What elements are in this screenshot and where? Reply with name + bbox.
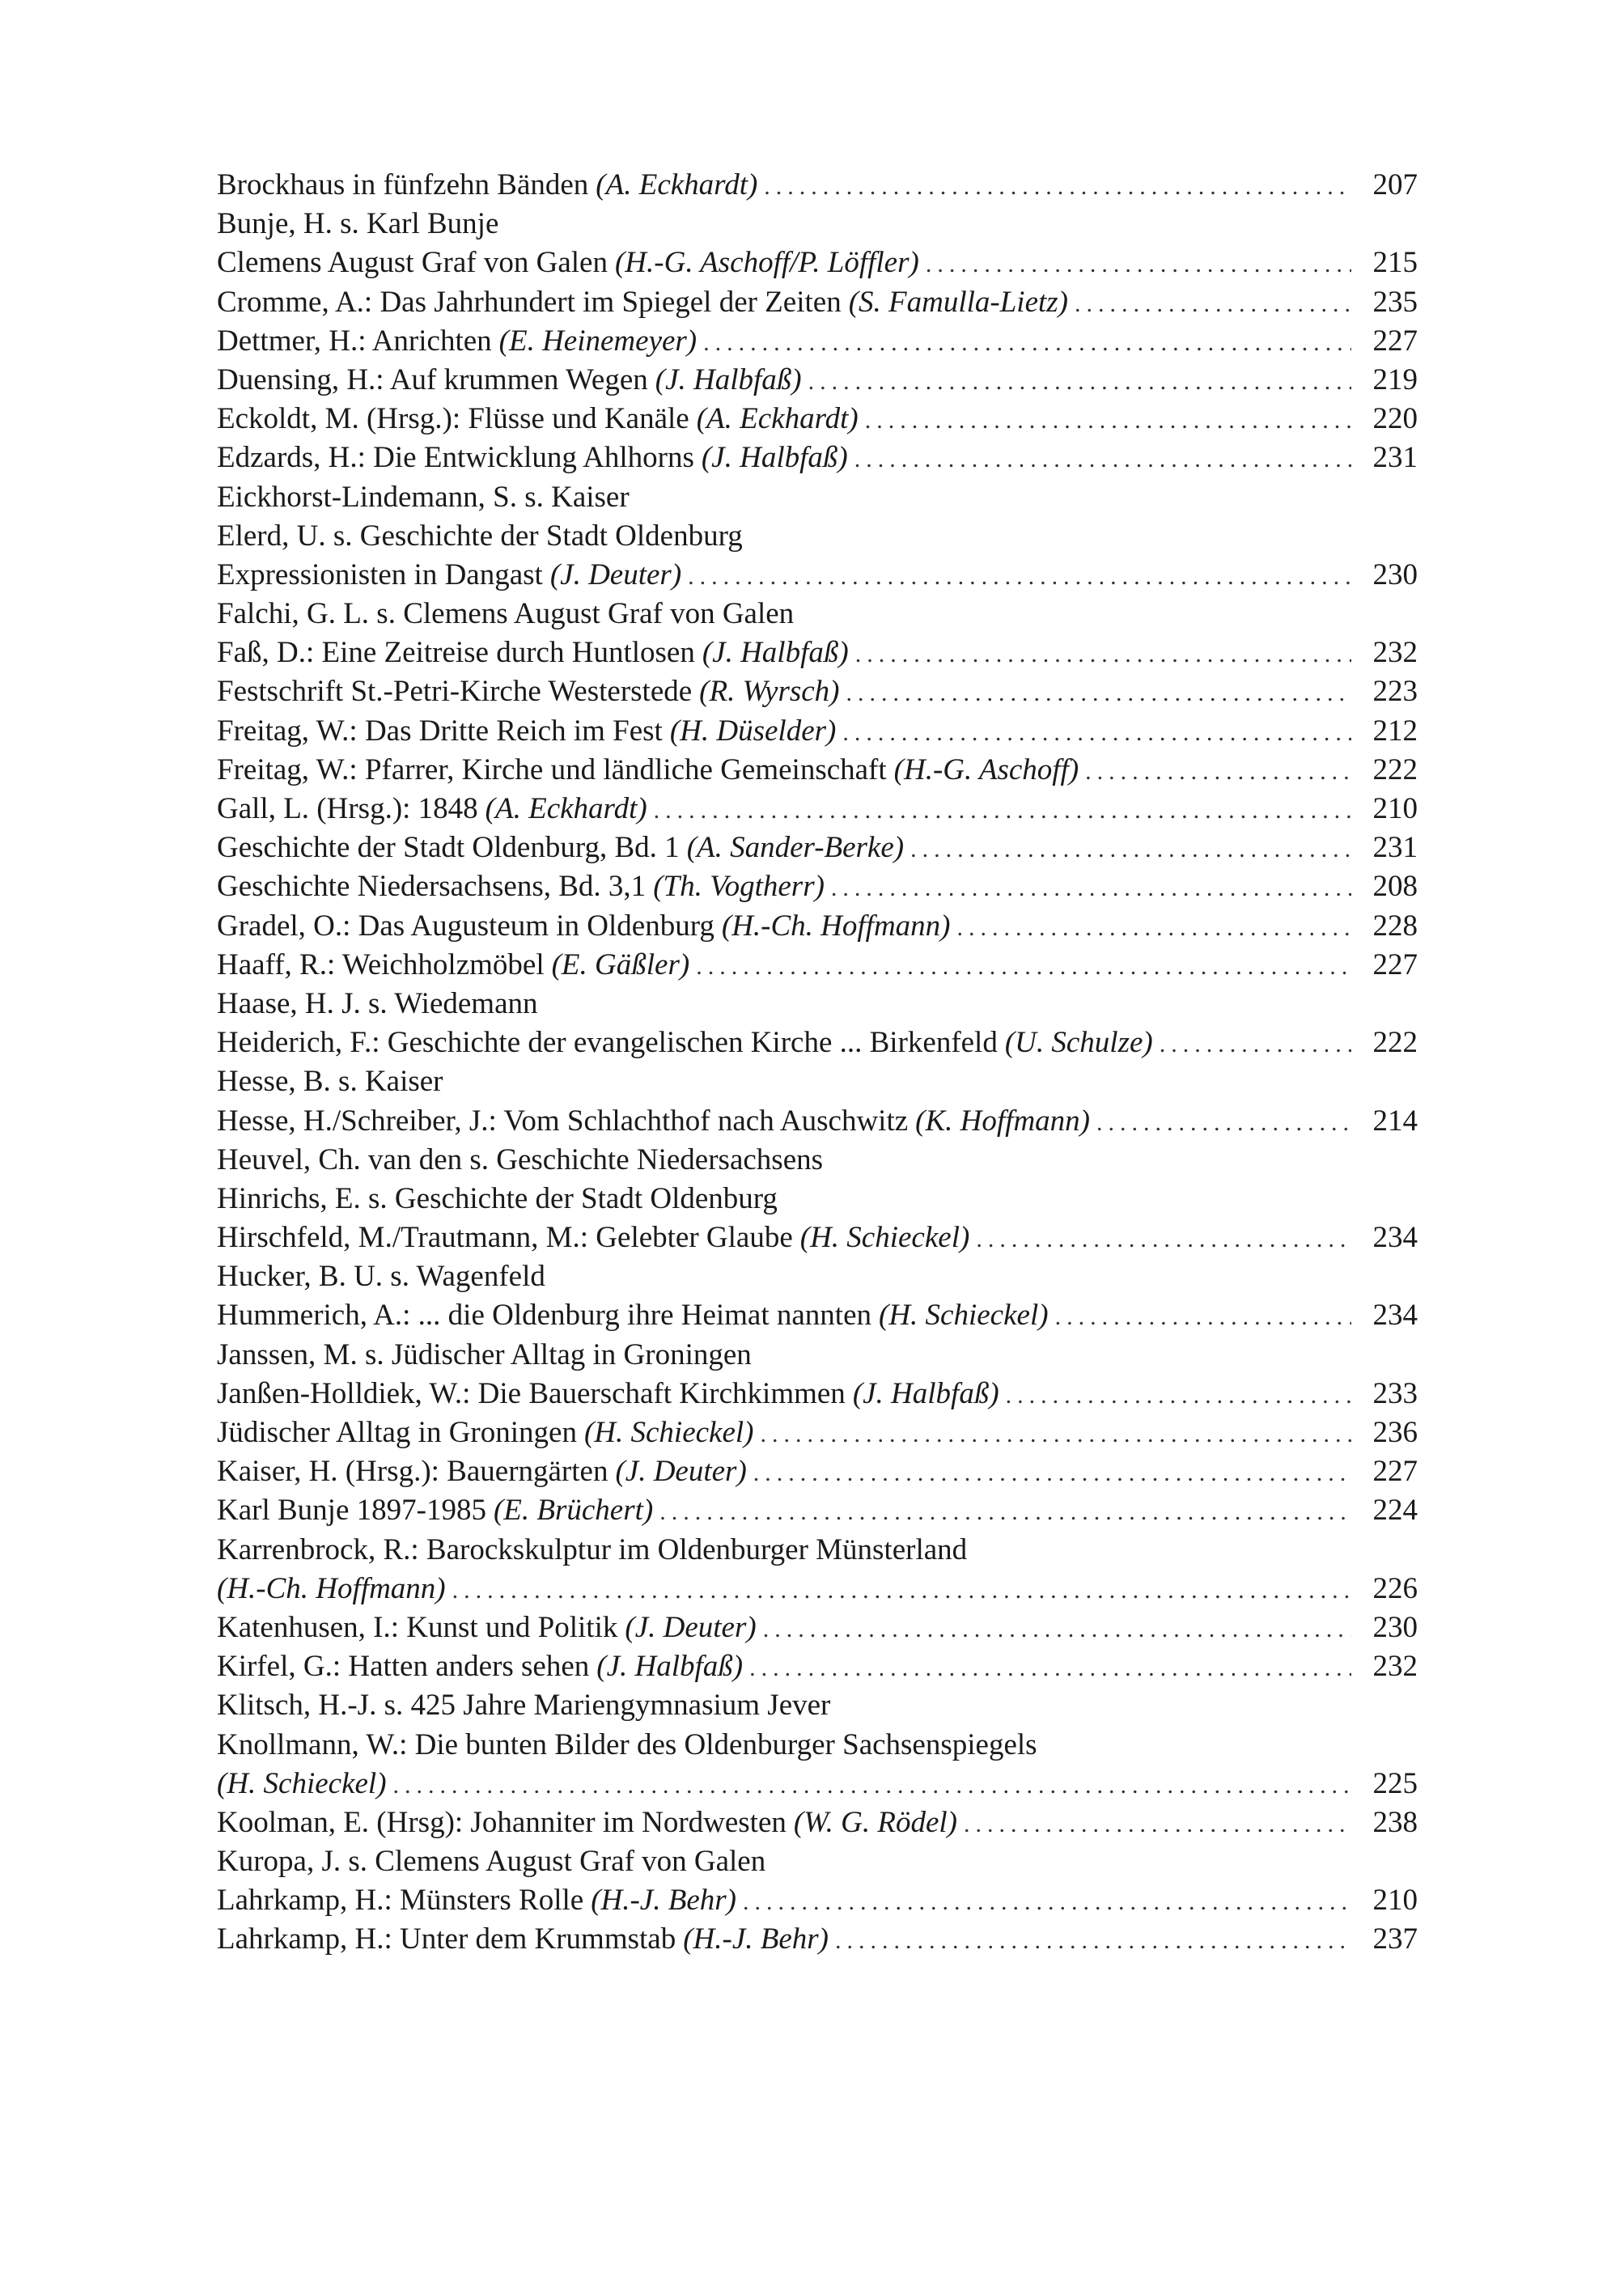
entry-title: Hucker, B. U. s. Wagenfeld — [217, 1260, 545, 1294]
index-entry-line — [217, 712, 1418, 752]
entry-title: Lahrkamp, H.: Münsters Rolle — [217, 1884, 584, 1918]
dot-leader — [835, 1922, 1351, 1960]
entry-page-number: 215 — [1372, 246, 1418, 280]
entry-reviewer: (A. Eckhardt) — [696, 402, 859, 436]
index-entry — [217, 1842, 1418, 1881]
index-entry — [217, 1102, 1418, 1141]
dot-leader — [831, 869, 1351, 908]
entry-reviewer: (H.-J. Behr) — [683, 1922, 829, 1956]
entry-title: Koolman, E. (Hrsg): Johanniter im Nordwesten — [217, 1805, 787, 1839]
entry-reviewer: (J. Halbfaß) — [852, 1376, 999, 1410]
index-entry — [217, 1686, 1418, 1725]
index-entry — [217, 322, 1418, 361]
entry-title: Cromme, A.: Das Jahrhundert im Spiegel der Zeiten — [217, 285, 842, 319]
entry-reviewer: (H.-Ch. Hoffmann) — [217, 1571, 446, 1605]
entry-page-number: 232 — [1372, 1650, 1418, 1684]
dot-leader — [855, 635, 1351, 674]
index-entry — [217, 556, 1418, 595]
index-entry — [217, 1336, 1418, 1375]
index-entry-line — [217, 1647, 1418, 1688]
entry-title: Brockhaus in fünfzehn Bänden — [217, 168, 589, 201]
entry-page-number: 234 — [1372, 1299, 1418, 1333]
entry-title: Haase, H. J. s. Wiedemann — [217, 986, 538, 1020]
entry-reviewer: (A. Eckhardt) — [485, 792, 647, 825]
entry-title: Hirschfeld, M./Trautmann, M.: Gelebter Glaube — [217, 1221, 793, 1255]
dot-leader — [926, 245, 1351, 284]
index-entry — [217, 1647, 1418, 1686]
entry-page-number: 233 — [1372, 1376, 1418, 1410]
index-entry-line — [217, 361, 1418, 401]
entry-title: Hesse, B. s. Kaiser — [217, 1065, 443, 1099]
entry-page-number: 210 — [1372, 1884, 1418, 1918]
entry-page-number: 237 — [1372, 1922, 1418, 1956]
entry-reviewer: (E. Heinemeyer) — [498, 324, 698, 358]
entry-title: Kaiser, H. (Hrsg.): Bauerngärten — [217, 1455, 608, 1489]
entry-reviewer: (Th. Vogtherr) — [653, 870, 825, 904]
entry-page-number: 212 — [1372, 714, 1418, 748]
dot-leader — [753, 1454, 1351, 1493]
index-entry-line — [217, 517, 1418, 556]
index-entry — [217, 166, 1418, 205]
index-entry — [217, 634, 1418, 672]
dot-leader — [1096, 1104, 1351, 1142]
dot-leader — [703, 324, 1351, 362]
entry-reviewer: (K. Hoffmann) — [915, 1104, 1090, 1138]
index-entry-line — [217, 1686, 1418, 1725]
index-entry-line — [217, 1570, 1418, 1610]
index-entry-line — [217, 205, 1418, 244]
index-entry-line — [217, 1726, 1418, 1765]
entry-reviewer: (A. Eckhardt) — [596, 168, 758, 201]
entry-title: Karrenbrock, R.: Barockskulptur im Oldenburger Münsterland — [217, 1532, 968, 1566]
index-entry-line — [217, 985, 1418, 1024]
index-entry — [217, 907, 1418, 946]
dot-leader — [688, 557, 1351, 596]
entry-title: Edzards, H.: Die Entwicklung Ahlhorns — [217, 441, 694, 475]
index-entry — [217, 1141, 1418, 1180]
entry-reviewer: (J. Deuter) — [625, 1610, 757, 1644]
entry-title: Karl Bunje 1897-1985 — [217, 1494, 486, 1528]
entry-reviewer: (H. Schieckel) — [879, 1299, 1049, 1333]
dot-leader — [976, 1220, 1351, 1259]
entry-reviewer: (H.-J. Behr) — [591, 1884, 736, 1918]
index-entry-line — [217, 1180, 1418, 1219]
index-entry-line — [217, 244, 1418, 284]
entry-title: Knollmann, W.: Die bunten Bilder des Oldenburger Sachsenspiegels — [217, 1727, 1037, 1761]
dot-leader — [865, 401, 1351, 440]
entry-reviewer: (J. Halbfaß) — [701, 441, 848, 475]
dot-leader — [749, 1649, 1351, 1688]
dot-leader — [842, 714, 1351, 752]
dot-leader — [452, 1571, 1351, 1610]
dot-leader — [1075, 285, 1351, 324]
entry-title: Dettmer, H.: Anrichten — [217, 324, 492, 358]
index-entry-line — [217, 1257, 1418, 1296]
entry-title: Elerd, U. s. Geschichte der Stadt Oldenburg — [217, 519, 743, 553]
entry-reviewer: (H. Schieckel) — [799, 1221, 970, 1255]
index-entry — [217, 946, 1418, 985]
entry-reviewer: (H. Schieckel) — [217, 1766, 387, 1800]
entry-page-number: 207 — [1372, 168, 1418, 201]
index-entry-line — [217, 166, 1418, 206]
index-entry-line — [217, 867, 1418, 908]
entry-page-number: 236 — [1372, 1416, 1418, 1449]
index-entry-line — [217, 556, 1418, 596]
entry-page-number: 227 — [1372, 324, 1418, 358]
index-entry — [217, 1608, 1418, 1647]
dot-leader — [654, 791, 1351, 830]
review-index-list — [217, 166, 1418, 1960]
dot-leader — [764, 167, 1351, 206]
index-entry-line — [217, 1765, 1418, 1805]
index-entry-line — [217, 1531, 1418, 1570]
entry-reviewer: (H.-G. Aschoff/P. Löffler) — [614, 246, 919, 280]
entry-title: Freitag, W.: Das Dritte Reich im Fest — [217, 714, 663, 748]
index-entry — [217, 1296, 1418, 1335]
index-entry-line — [217, 478, 1418, 517]
index-entry-line — [217, 946, 1418, 986]
index-entry-line — [217, 1141, 1418, 1180]
entry-page-number: 220 — [1372, 402, 1418, 436]
entry-title: Eickhorst-Lindemann, S. s. Kaiser — [217, 480, 630, 514]
entry-page-number: 227 — [1372, 947, 1418, 981]
index-entry — [217, 1920, 1418, 1959]
entry-title: Bunje, H. s. Karl Bunje — [217, 207, 499, 241]
dot-leader — [910, 830, 1351, 869]
entry-title: Eckoldt, M. (Hrsg.): Flüsse und Kanäle — [217, 402, 689, 436]
entry-title: Falchi, G. L. s. Clemens August Graf von Galen — [217, 597, 795, 631]
index-entry — [217, 1414, 1418, 1452]
index-entry-line — [217, 634, 1418, 674]
index-entry — [217, 867, 1418, 906]
index-entry — [217, 1881, 1418, 1920]
index-entry-line — [217, 1491, 1418, 1532]
entry-page-number: 219 — [1372, 362, 1418, 396]
index-entry — [217, 790, 1418, 829]
dot-leader — [846, 674, 1351, 713]
entry-page-number: 228 — [1372, 909, 1418, 943]
entry-title: Hinrichs, E. s. Geschichte der Stadt Oldenburg — [217, 1181, 778, 1215]
entry-title: Duensing, H.: Auf krummen Wegen — [217, 362, 648, 396]
index-entry-line — [217, 1452, 1418, 1493]
entry-title: Haaff, R.: Weichholzmöbel — [217, 947, 545, 981]
entry-reviewer: (A. Sander-Berke) — [686, 831, 905, 865]
entry-title: Geschichte Niedersachsens, Bd. 3,1 — [217, 870, 647, 904]
index-entry — [217, 517, 1418, 556]
index-entry — [217, 1180, 1418, 1219]
entry-reviewer: (S. Famulla-Lietz) — [848, 285, 1069, 319]
entry-reviewer: (J. Halbfaß) — [655, 362, 802, 396]
index-entry-line — [217, 907, 1418, 947]
dot-leader — [393, 1766, 1351, 1805]
entry-title: Hummerich, A.: ... die Oldenburg ihre Heimat nannten — [217, 1299, 872, 1333]
entry-title: Kirfel, G.: Hatten anders sehen — [217, 1650, 590, 1684]
entry-title: Janssen, M. s. Jüdischer Alltag in Groningen — [217, 1337, 752, 1371]
index-entry-line — [217, 283, 1418, 324]
entry-reviewer: (J. Halbfaß) — [702, 636, 849, 670]
index-entry-line — [217, 1336, 1418, 1375]
index-entry-line — [217, 1219, 1418, 1259]
dot-leader — [1006, 1376, 1351, 1415]
index-entry-line — [217, 1803, 1418, 1844]
entry-title: Gall, L. (Hrsg.): 1848 — [217, 792, 478, 825]
entry-reviewer: (H. Schieckel) — [583, 1416, 754, 1449]
dot-leader — [1055, 1298, 1351, 1337]
index-entry-line — [217, 1608, 1418, 1649]
dot-leader — [743, 1883, 1351, 1922]
index-entry — [217, 672, 1418, 711]
index-entry-line — [217, 1881, 1418, 1922]
index-entry-line — [217, 439, 1418, 479]
index-entry-line — [217, 1062, 1418, 1101]
entry-title: Festschrift St.-Petri-Kirche Westerstede — [217, 675, 693, 709]
entry-page-number: 231 — [1372, 831, 1418, 865]
entry-title: Gradel, O.: Das Augusteum in Oldenburg — [217, 909, 714, 943]
entry-reviewer: (J. Deuter) — [549, 557, 682, 591]
index-entry — [217, 1452, 1418, 1491]
entry-title: Klitsch, H.-J. s. 425 Jahre Mariengymnasium Jever — [217, 1689, 831, 1723]
index-entry-line — [217, 1024, 1418, 1064]
dot-leader — [854, 440, 1351, 479]
index-entry — [217, 1375, 1418, 1414]
index-entry-line — [217, 1842, 1418, 1881]
index-entry — [217, 1219, 1418, 1257]
index-entry — [217, 1726, 1418, 1765]
index-entry-line — [217, 1414, 1418, 1454]
entry-title: Kuropa, J. s. Clemens August Graf von Galen — [217, 1845, 766, 1879]
entry-page-number: 225 — [1372, 1766, 1418, 1800]
index-entry — [217, 1062, 1418, 1101]
dot-leader — [1085, 752, 1351, 791]
entry-page-number: 222 — [1372, 1026, 1418, 1060]
index-entry-line — [217, 400, 1418, 440]
index-entry-line — [217, 829, 1418, 869]
entry-title: Expressionisten in Dangast — [217, 557, 543, 591]
index-entry-line — [217, 1375, 1418, 1415]
index-entry-line — [217, 1102, 1418, 1142]
entry-title: Faß, D.: Eine Zeitreise durch Huntlosen — [217, 636, 695, 670]
entry-title: Janßen-Holldiek, W.: Die Bauerschaft Kirchkimmen — [217, 1376, 846, 1410]
entry-page-number: 214 — [1372, 1104, 1418, 1138]
index-entry — [217, 400, 1418, 439]
index-entry — [217, 712, 1418, 751]
index-entry — [217, 1531, 1418, 1570]
entry-title: Katenhusen, I.: Kunst und Politik — [217, 1610, 618, 1644]
entry-page-number: 224 — [1372, 1494, 1418, 1528]
entry-title: Heiderich, F.: Geschichte der evangelischen Kirche ... Birkenfeld — [217, 1026, 998, 1060]
entry-page-number: 230 — [1372, 1610, 1418, 1644]
entry-reviewer: (W. G. Rödel) — [793, 1805, 957, 1839]
dot-leader — [659, 1493, 1351, 1532]
index-entry — [217, 985, 1418, 1024]
entry-page-number: 235 — [1372, 285, 1418, 319]
entry-reviewer: (H.-Ch. Hoffmann) — [721, 909, 951, 943]
index-entry — [217, 1803, 1418, 1842]
index-entry-line — [217, 1296, 1418, 1337]
dot-leader — [957, 909, 1352, 947]
index-entry — [217, 361, 1418, 400]
index-entry — [217, 751, 1418, 790]
index-entry — [217, 1765, 1418, 1803]
entry-title: Geschichte der Stadt Oldenburg, Bd. 1 — [217, 831, 680, 865]
dot-leader — [1160, 1025, 1351, 1064]
index-entry-line — [217, 751, 1418, 791]
entry-reviewer: (J. Deuter) — [615, 1455, 747, 1489]
entry-page-number: 226 — [1372, 1571, 1418, 1605]
index-entry — [217, 1024, 1418, 1062]
index-entry — [217, 595, 1418, 634]
entry-page-number: 222 — [1372, 752, 1418, 786]
index-entry — [217, 1491, 1418, 1530]
entry-reviewer: (J. Halbfaß) — [596, 1650, 744, 1684]
index-entry-line — [217, 595, 1418, 634]
entry-title: Heuvel, Ch. van den s. Geschichte Niedersachsens — [217, 1142, 824, 1176]
entry-reviewer: (E. Brüchert) — [493, 1494, 654, 1528]
entry-page-number: 230 — [1372, 557, 1418, 591]
entry-title: Clemens August Graf von Galen — [217, 246, 608, 280]
index-entry-line — [217, 1920, 1418, 1960]
index-entry — [217, 205, 1418, 244]
entry-page-number: 208 — [1372, 870, 1418, 904]
index-entry-line — [217, 322, 1418, 362]
index-entry — [217, 1570, 1418, 1608]
entry-page-number: 234 — [1372, 1221, 1418, 1255]
entry-page-number: 232 — [1372, 636, 1418, 670]
entry-title: Lahrkamp, H.: Unter dem Krummstab — [217, 1922, 676, 1956]
entry-page-number: 210 — [1372, 792, 1418, 825]
index-entry — [217, 478, 1418, 517]
entry-title: Jüdischer Alltag in Groningen — [217, 1416, 577, 1449]
entry-reviewer: (R. Wyrsch) — [699, 675, 840, 709]
index-entry-line — [217, 672, 1418, 713]
entry-reviewer: (H. Düselder) — [669, 714, 837, 748]
entry-page-number: 238 — [1372, 1805, 1418, 1839]
dot-leader — [964, 1805, 1351, 1844]
dot-leader — [808, 362, 1351, 401]
entry-title: Freitag, W.: Pfarrer, Kirche und ländliche Gemeinschaft — [217, 752, 887, 786]
dot-leader — [761, 1415, 1351, 1454]
entry-reviewer: (U. Schulze) — [1004, 1026, 1153, 1060]
entry-page-number: 231 — [1372, 441, 1418, 475]
index-entry — [217, 829, 1418, 867]
entry-page-number: 223 — [1372, 675, 1418, 709]
entry-title: Hesse, H./Schreiber, J.: Vom Schlachthof nach Auschwitz — [217, 1104, 909, 1138]
index-entry — [217, 439, 1418, 477]
index-entry — [217, 1257, 1418, 1296]
entry-reviewer: (H.-G. Aschoff) — [893, 752, 1079, 786]
index-entry — [217, 283, 1418, 322]
entry-page-number: 227 — [1372, 1455, 1418, 1489]
dot-leader — [696, 947, 1351, 986]
entry-reviewer: (E. Gäßler) — [551, 947, 690, 981]
dot-leader — [763, 1610, 1351, 1649]
index-entry — [217, 244, 1418, 282]
index-entry-line — [217, 790, 1418, 830]
